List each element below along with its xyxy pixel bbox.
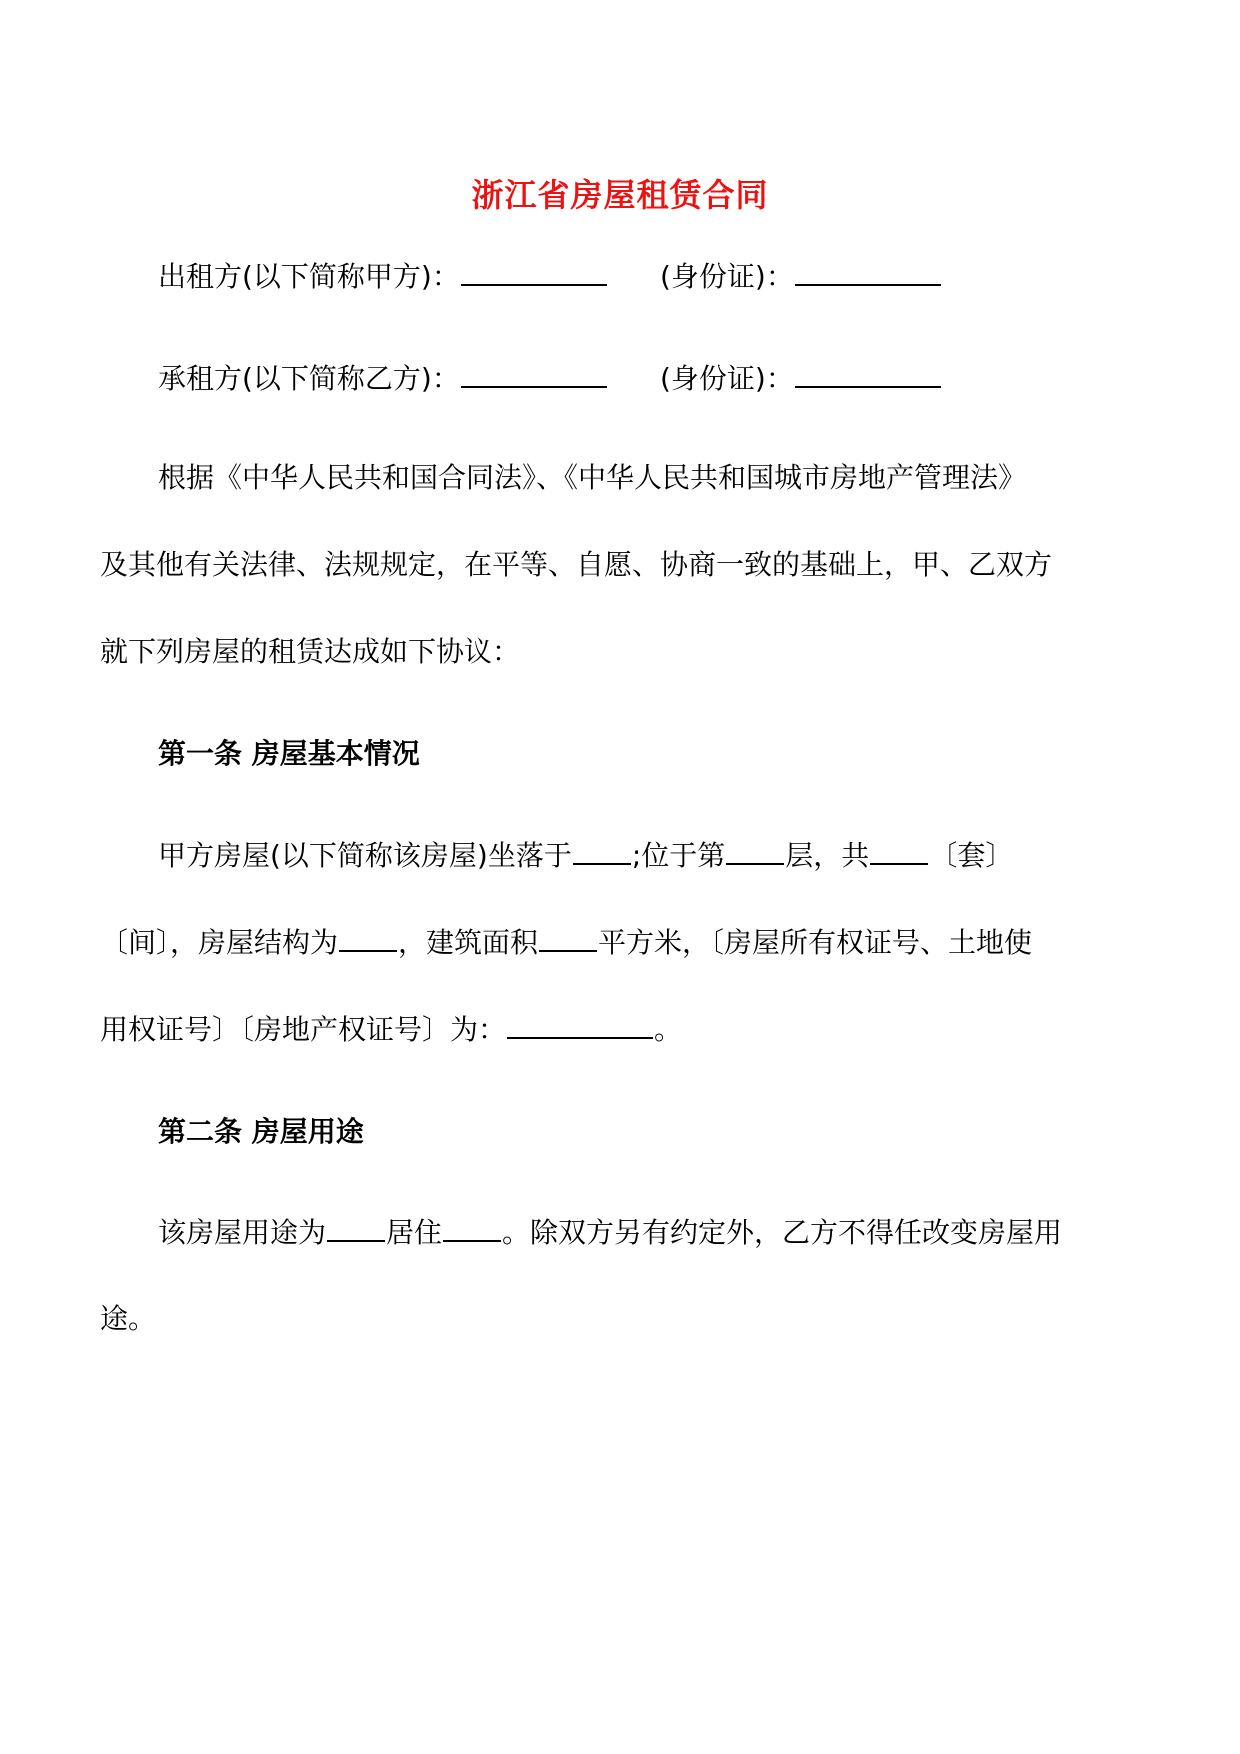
lessee-label: 承租方(以下简称乙方)： [158,362,460,395]
location-blank [573,835,631,865]
article-1-text: 用权证号〕〔房地产权证号〕为： [100,1013,507,1046]
article-1-text: 层，共 [785,839,870,872]
total-floors-blank [870,835,928,865]
lessee-id-blank [795,358,941,388]
certificate-number-blank [507,1009,653,1039]
lessor-id-line [660,256,942,297]
lessor-label: 出租方(以下简称甲方)： [158,260,460,293]
use-blank-1 [327,1212,385,1242]
lessee-id-label: (身份证)： [660,362,794,395]
article-1-text: 平方米，〔房屋所有权证号、土地使 [598,926,1033,959]
article-2-heading: 第二条 房屋用途 [158,1115,364,1148]
article-1-heading: 第一条 房屋基本情况 [158,737,420,770]
article-2-line-1 [158,1212,1062,1253]
article-1-text: 。 [654,1013,683,1046]
document-title: 浙江省房屋租赁合同 [471,176,769,214]
floor-blank [726,835,784,865]
lessee-name-blank [461,358,607,388]
lessee-id-line [660,358,942,399]
article-1-line-3 [100,1009,682,1050]
area-blank [539,922,597,952]
article-1-text: ;位于第 [631,839,726,872]
article-1-line-2 [100,922,1032,963]
article-2-line-2: 途。 [100,1302,157,1335]
article-2-text: 居住 [386,1216,443,1249]
structure-blank [339,922,397,952]
lessee-line [158,358,608,399]
lessor-id-blank [795,256,941,286]
preamble-line-1: 根据《中华人民共和国合同法》、《中华人民共和国城市房地产管理法》 [158,461,1027,494]
article-1-text: ，建筑面积 [398,926,539,959]
article-2-text: 。除双方另有约定外，乙方不得任改变房屋用 [502,1216,1063,1249]
preamble-line-3: 就下列房屋的租赁达成如下协议： [100,635,521,668]
article-2-text: 该房屋用途为 [158,1216,327,1249]
lessor-id-label: (身份证)： [660,260,794,293]
use-blank-2 [443,1212,501,1242]
lessor-line [158,256,608,297]
article-1-text: 〔间〕，房屋结构为 [100,926,339,959]
article-1-text: 〔套〕 [929,839,1014,872]
preamble-line-2: 及其他有关法律、法规规定，在平等、自愿、协商一致的基础上，甲、乙双方 [100,548,1053,581]
lessor-name-blank [461,256,607,286]
article-1-text: 甲方房屋(以下简称该房屋)坐落于 [158,839,572,872]
article-1-line-1 [158,835,1013,876]
